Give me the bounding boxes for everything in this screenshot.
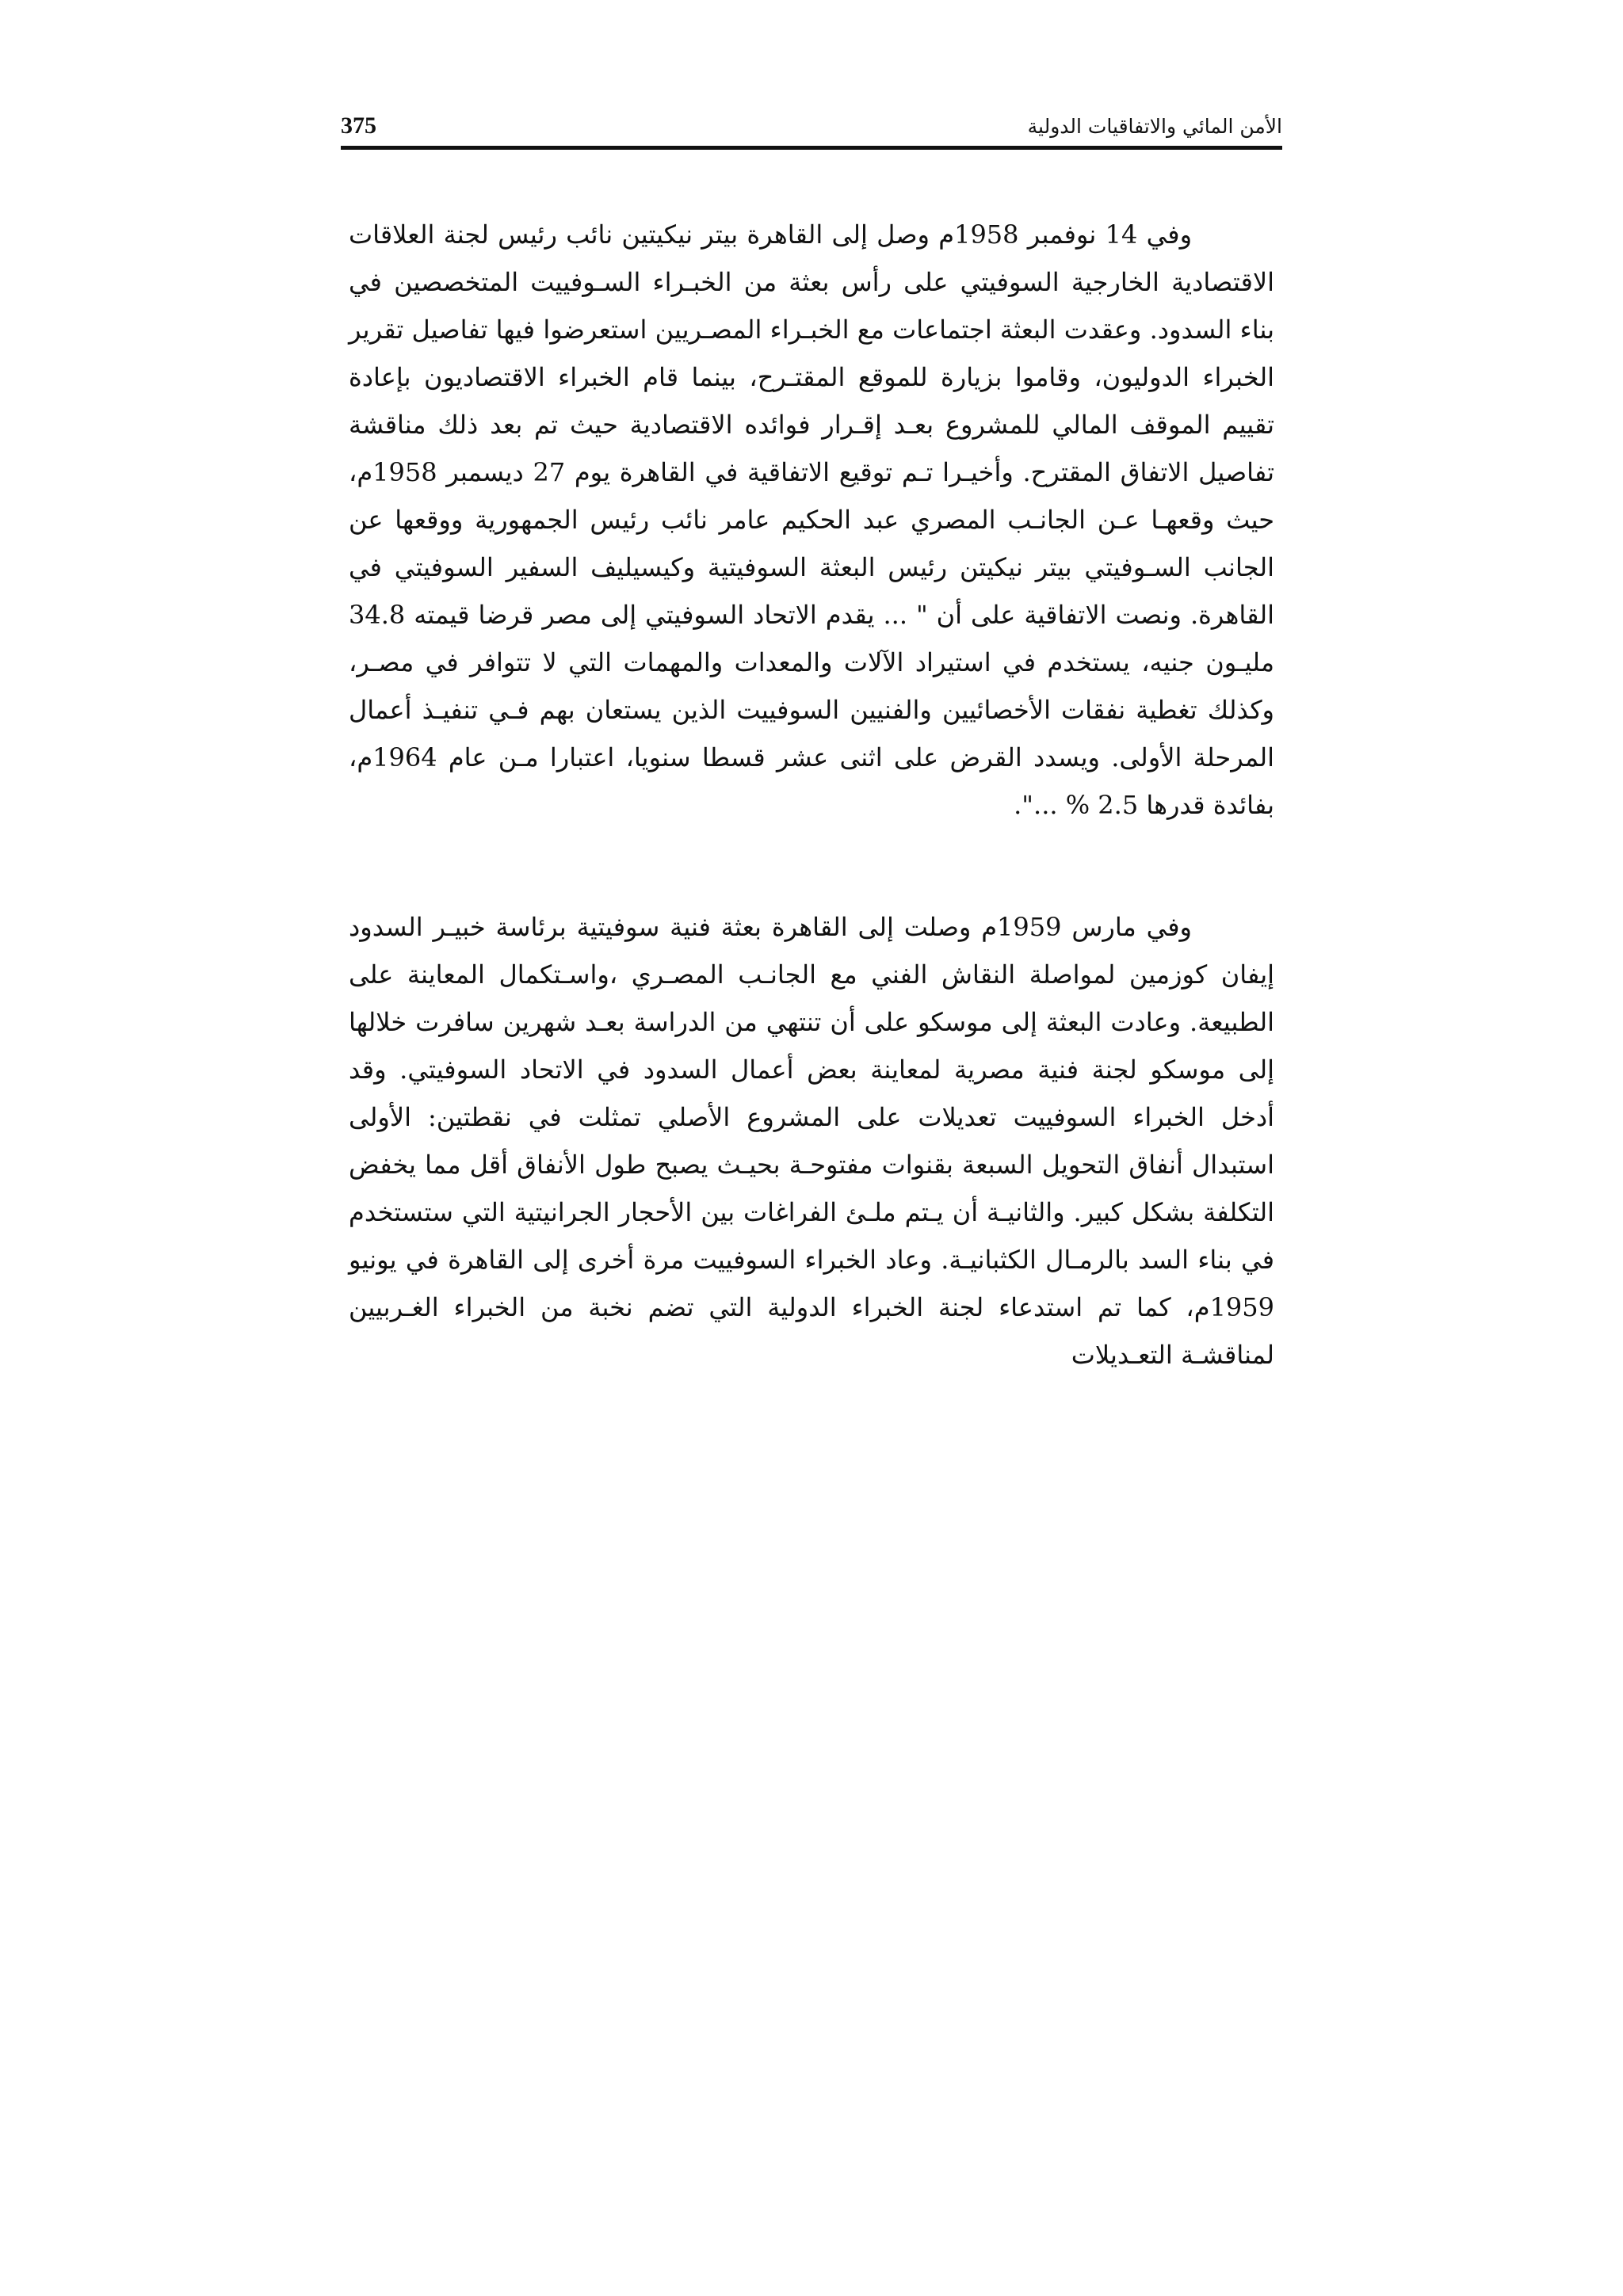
header-divider: [341, 146, 1282, 150]
page-number: 375: [341, 113, 376, 139]
page-header: [341, 101, 1282, 146]
paragraph-text: وفي 14 نوفمبر 1958م وصل إلى القاهرة بيتر نيكيتين نائب رئيس لجنة العلاقات الاقتصادية الخارجية السوفيتي على رأس بعثة من الخبـراء السـوفييت المتخصصين في بناء السدود. وعقدت البعثة اجتماعات مع الخبـراء المصـريين استعرضوا فيها تفاصيل تقرير الخبراء الدوليون، وقاموا بزيارة للموقع المقتـرح، بينما قام الخبراء الاقتصاديون بإعادة تقييم الموقف المالي للمشروع بعـد إقـرار فوائده الاقتصادية حيث تم بعد ذلك مناقشة تفاصيل الاتفاق المقترح. وأخيـرا تـم توقيع الاتفاقية في القاهرة يوم 27 ديسمبر 1958م، حيث وقعهـا عـن الجانـب المصري عبد الحكيم عامر نائب رئيس الجمهورية ووقعها عن الجانب السـوفيتي بيتر نيكيتن رئيس البعثة السوفيتية وكيسيليف السفير السوفيتي في القاهرة. ونصت الاتفاقية على أن " ... يقدم الاتحاد السوفيتي إلى مصر قرضا قيمته 34.8 مليـون جنيه، يستخدم في استيراد الآلات والمعدات والمهمات التي لا تتوافر في مصـر، وكذلك تغطية نفقات الأخصائيين والفنيين السوفييت الذين يستعان بهم فـي تنفيـذ أعمال المرحلة الأولى. ويسدد القرض على اثنى عشر قسطا سنويا، اعتبارا مـن عام 1964م، بفائدة قدرها 2.5 % ...".: [349, 219, 1275, 820]
paragraph-text: وفي مارس 1959م وصلت إلى القاهرة بعثة فنية سوفيتية برئاسة خبيـر السدود إيفان كوزمين لمواصلة النقاش الفني مع الجانـب المصـري ،واسـتكمال المعاينة على الطبيعة. وعادت البعثة إلى موسكو على أن تنتهي من الدراسة بعـد شهرين سافرت خلالها إلى موسكو لجنة فنية مصرية لمعاينة بعض أعمال السدود في الاتحاد السوفيتي. وقد أدخل الخبراء السوفييت تعديلات على المشروع الأصلي تمثلت في نقطتين: الأولى استبدال أنفاق التحويل السبعة بقنوات مفتوحـة بحيـث يصبح طول الأنفاق أقل مما يخفض التكلفة بشكل كبير. والثانيـة أن يـتم ملـئ الفراغات بين الأحجار الجرانيتية التي ستستخدم في بناء السد بالرمـال الكثبانيـة. وعاد الخبراء السوفييت مرة أخرى إلى القاهرة في يونيو 1959م، كما تم استدعاء لجنة الخبراء الدولية التي تضم نخبة من الخبراء الغـربيين لمناقشـة التعـديلات: [349, 912, 1275, 1370]
body-paragraph-2: [349, 903, 1274, 1379]
body-paragraph-1: [349, 211, 1274, 829]
running-title: الأمن المائي والاتفاقيات الدولية: [1027, 115, 1282, 138]
